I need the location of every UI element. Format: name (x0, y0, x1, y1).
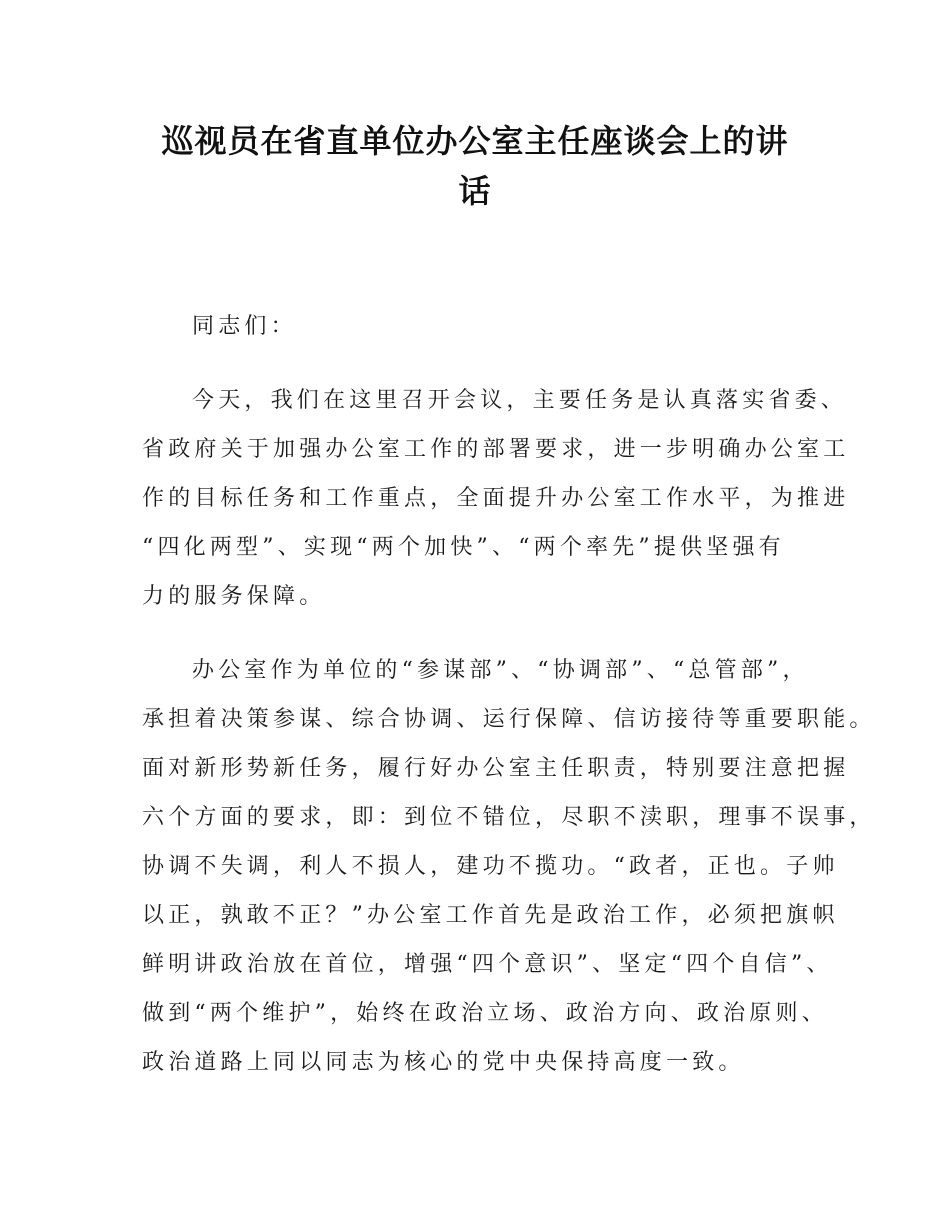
document-body (142, 302, 876, 1087)
paragraph-2 (142, 646, 876, 1087)
text-line: 承担着决策参谋、综合协调、运行保障、信访接待等重要职能。 (142, 707, 876, 732)
paragraph-gap (142, 621, 832, 646)
document-title (130, 116, 820, 216)
text-line: 鲜明讲政治放在首位，增强“四个意识”、坚定“四个自信”、 (142, 952, 833, 977)
text-line: 六个方面的要求，即：到位不错位，尽职不渎职，理事不误事， (142, 805, 876, 830)
text-line: 省政府关于加强办公室工作的部署要求，进一步明确办公室工 (142, 437, 850, 462)
text-line: 做到“两个维护”，始终在政治立场、政治方向、政治原则、 (142, 1001, 828, 1026)
text-line: 作的目标任务和工作重点，全面提升办公室工作水平，为推进 (142, 486, 850, 511)
title-line: 话 (458, 172, 492, 210)
text-line: “四化两型”、实现“两个加快”、“两个率先”提供坚强有 (142, 535, 785, 560)
text-line: 办公室作为单位的“参谋部”、“协调部”、“总管部”， (192, 658, 809, 683)
text-line: 政治道路上同以同志为核心的党中央保持高度一致。 (142, 1050, 745, 1075)
paragraph-gap (142, 351, 832, 376)
text-line: 协调不失调，利人不损人，建功不揽功。“政者，正也。子帅 (142, 854, 839, 879)
text-line: 力的服务保障。 (142, 584, 326, 609)
paragraph-1 (142, 376, 850, 621)
text-line: 以正，孰敢不正？”办公室工作首先是政治工作，必须把旗帜 (142, 903, 839, 928)
title-line: 巡视员在省直单位办公室主任座谈会上的讲 (161, 122, 789, 160)
text-line: 面对新形势新任务，履行好办公室主任职责，特别要注意把握 (142, 756, 850, 781)
text-line: 今天，我们在这里召开会议，主要任务是认真落实省委、 (192, 388, 848, 413)
salutation: 同志们： (192, 314, 297, 339)
